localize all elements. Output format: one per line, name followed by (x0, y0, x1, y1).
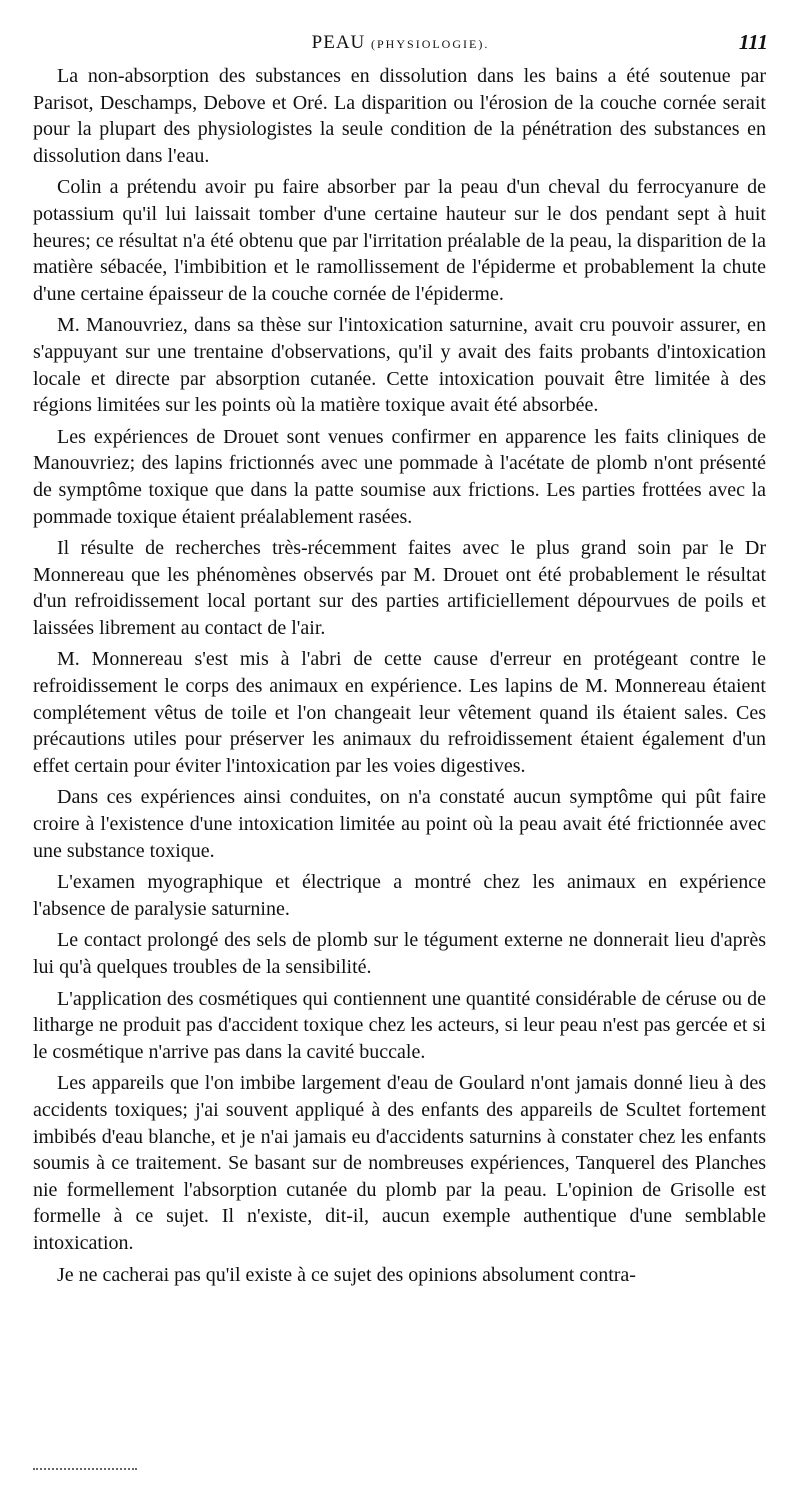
paragraph: Dans ces expériences ainsi conduites, on n'a constaté aucun symptôme qui pût faire croire à l'existence d'une intoxication limitée au point où la peau avait été frictionnée avec une substance toxique. (33, 786, 766, 862)
running-title-main: PEAU (311, 32, 366, 53)
paragraph: Colin a prétendu avoir pu faire absorber par la peau d'un cheval du ferrocyanure de potassium qu'il lui laissait tomber d'une certaine hauteur sur le dos pendant sept à huit heures; ce résultat n'a été obtenu que par l'irritation préalable de la peau, la disparition de la matière sébacée, l'imbibition et le ramollissement de l'épiderme et probablement la chute d'une certaine épaisseur de la couche cornée de l'épiderme. (33, 176, 766, 305)
paragraph: Les appareils que l'on imbibe largement d'eau de Goulard n'ont jamais donné lieu à des accidents toxiques; j'ai souvent appliqué à des enfants des appareils de Scultet fortement imbibés d'eau blanche, et je n'ai jamais eu d'accidents saturnins à constater chez les enfants soumis à ce traitement. Se basant sur de nombreuses expériences, Tanquerel des Planches nie formellement l'absorption cutanée du plomb par la peau. L'opinion de Grisolle est formelle à ce sujet. Il n'existe, dit-il, aucun exemple authentique d'une semblable intoxication. (33, 1072, 766, 1254)
paragraph: L'examen myographique et électrique a montré chez les animaux en expérience l'absence de paralysie saturnine. (33, 871, 766, 920)
running-title-sub: (PHYSIOLOGIE). (371, 37, 490, 51)
paragraph: Je ne cacherai pas qu'il existe à ce sujet des opinions absolument contra- (57, 1263, 636, 1286)
paragraph: Le contact prolongé des sels de plomb sur le tégument externe ne donnerait lieu d'après lui qu'à quelques troubles de la sensibilité. (33, 929, 766, 978)
paragraph: M. Manouvriez, dans sa thèse sur l'intoxication saturnine, avait cru pouvoir assurer, en s'appuyant sur une trentaine d'observations, qu'il y avait des faits probants d'intoxication locale et directe par absorption cutanée. Cette intoxication pouvait être limitée à des régions limitées sur les points où la matière toxique avait été absorbée. (33, 314, 766, 417)
paragraph: Les expériences de Drouet sont venues confirmer en apparence les faits cliniques de Manouvriez; des lapins frictionnés avec une pommade à l'acétate de plomb n'ont présenté de symptôme toxique que dans la patte soumise aux frictions. Les parties frottées avec la pommade toxique étaient préalablement rasées. (33, 425, 766, 528)
page-number: 111 (738, 30, 768, 54)
paragraph: M. Monnereau s'est mis à l'abri de cette cause d'erreur en protégeant contre le refroidissement le corps des animaux en expérience. Les lapins de M. Monnereau étaient complétement vêtus de toile et l'on changeait leur vêtement quand ils étaient sales. Ces précautions utiles pour préserver les animaux du refroidissement étaient également d'un effet certain pour éviter l'intoxication par les voies digestives. (33, 648, 766, 777)
body-text (33, 63, 766, 1293)
footer-dotted-rule (33, 1468, 137, 1470)
running-header (33, 26, 768, 56)
running-title (33, 32, 768, 54)
paragraph: L'application des cosmétiques qui contiennent une quantité considérable de céruse ou de litharge ne produit pas d'accident toxique chez les acteurs, si leur peau n'est pas gercée et si le cosmétique n'arrive pas dans la cavité buccale. (33, 987, 766, 1063)
paragraph: La non-absorption des substances en dissolution dans les bains a été soutenue par Parisot, Deschamps, Debove et Oré. La disparition ou l'érosion de la couche cornée serait pour la plupart des physiologistes la seule condition de la pénétration des substances en dissolution dans l'eau. (33, 65, 766, 167)
paragraph: Il résulte de recherches très-récemment faites avec le plus grand soin par le Dr Monnereau que les phénomènes observés par M. Drouet ont été probablement le résultat d'un refroidissement local portant sur des parties artificiellement dépourvues de poils et laissées librement au contact de l'air. (33, 537, 766, 639)
